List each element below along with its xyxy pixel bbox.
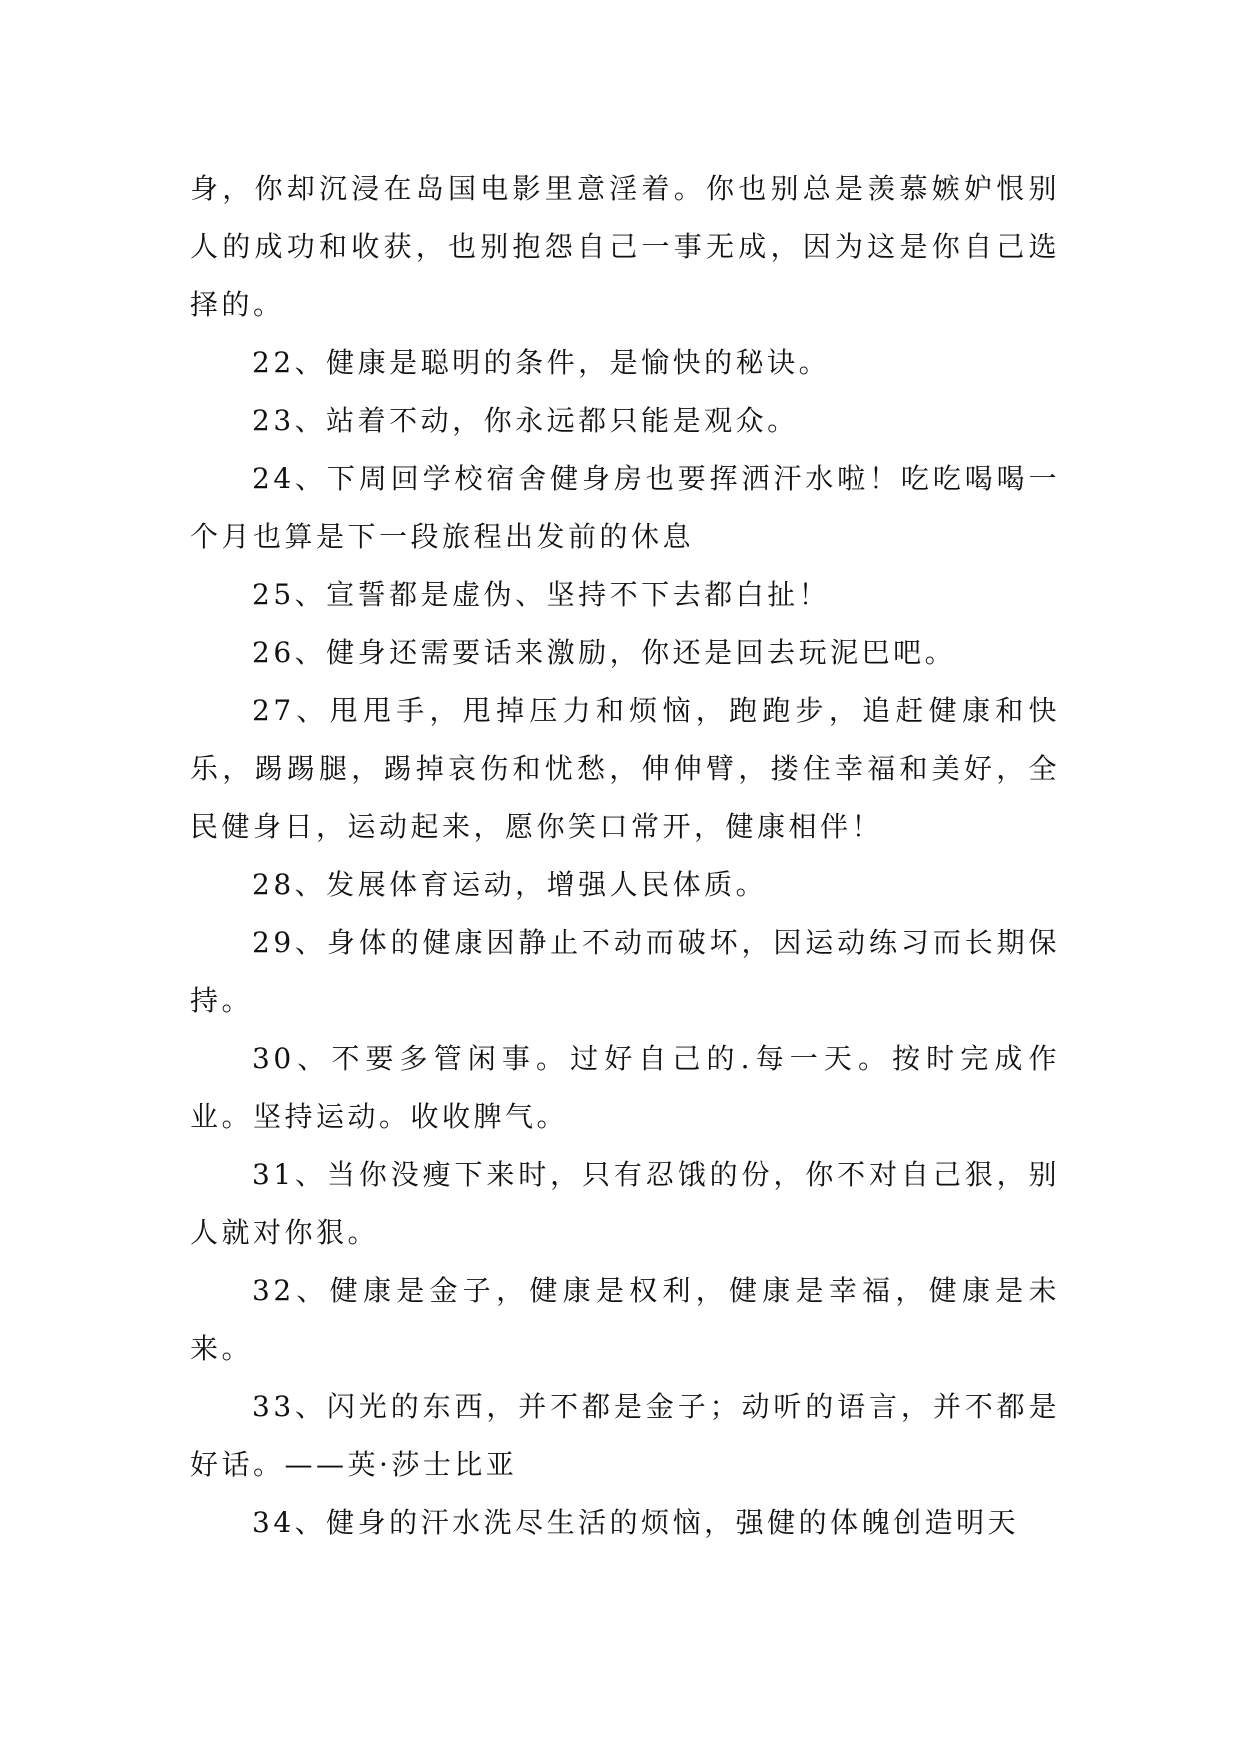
quote-25: 25、宣誓都是虚伪、坚持不下去都白扯！: [252, 578, 831, 611]
quote-24: 24、下周回学校宿舍健身房也要挥洒汗水啦！吃吃喝喝一个月也算是下一段旅程出发前的休息: [190, 462, 1060, 553]
document-body: [190, 160, 1060, 1552]
quote-32: 32、健康是金子，健康是权利，健康是幸福，健康是未来。: [190, 1274, 1060, 1365]
quote-28: 28、发展体育运动，增强人民体质。: [252, 868, 768, 901]
quote-34: 34、健身的汗水洗尽生活的烦恼，强健的体魄创造明天: [252, 1506, 1020, 1539]
quote-31: 31、当你没瘦下来时，只有忍饿的份，你不对自己狠，别人就对你狠。: [190, 1158, 1060, 1249]
quote-27: 27、甩甩手，甩掉压力和烦恼，跑跑步，追赶健康和快乐，踢踢腿，踢掉哀伤和忧愁，伸伸臂，搂住幸福和美好，全民健身日，运动起来，愿你笑口常开，健康相伴！: [190, 694, 1060, 843]
quote-22: 22、健康是聪明的条件，是愉快的秘诀。: [252, 346, 831, 379]
quote-26: 26、健身还需要话来激励，你还是回去玩泥巴吧。: [252, 636, 957, 669]
quote-23: 23、站着不动，你永远都只能是观众。: [252, 404, 799, 437]
quote-29: 29、身体的健康因静止不动而破坏，因运动练习而长期保持。: [190, 926, 1060, 1017]
quote-30: 30、不要多管闲事。过好自己的.每一天。按时完成作业。坚持运动。收收脾气。: [190, 1042, 1060, 1133]
quote-33: 33、闪光的东西，并不都是金子；动听的语言，并不都是好话。——英·莎士比亚: [190, 1390, 1060, 1481]
paragraph-continuation: 身，你却沉浸在岛国电影里意淫着。你也别总是羡慕嫉妒恨别人的成功和收获，也别抱怨自己一事无成，因为这是你自己选择的。: [190, 172, 1060, 321]
